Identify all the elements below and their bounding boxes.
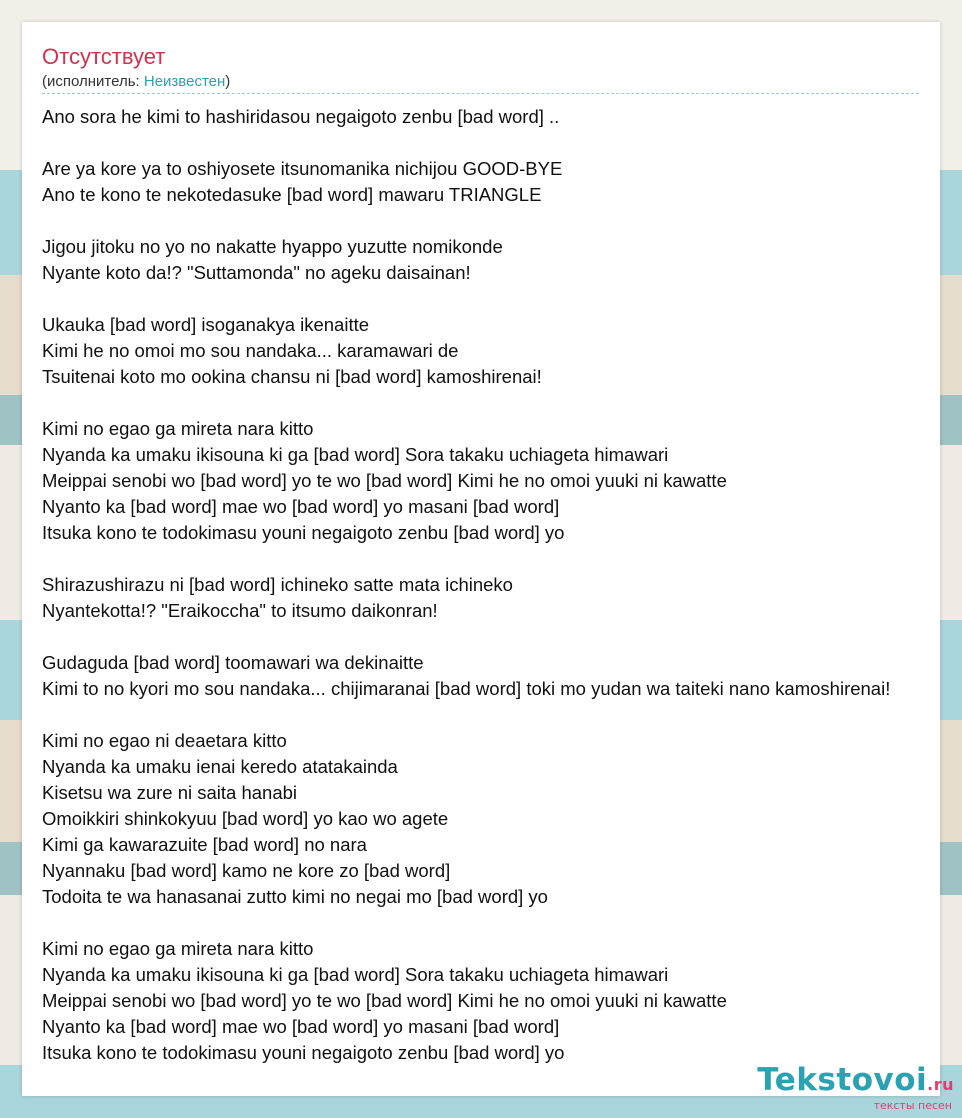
lyrics-line: Ukauka [bad word] isoganakya ikenaitte bbox=[42, 314, 370, 335]
lyrics-blank-line bbox=[42, 702, 960, 728]
lyrics-line: Kisetsu wa zure ni saita hanabi bbox=[42, 782, 298, 803]
song-title: Отсутствует bbox=[42, 44, 166, 69]
lyrics-blank-line bbox=[42, 208, 960, 234]
lyrics-line: Kimi no egao ni deaetara kitto bbox=[42, 730, 287, 751]
lyrics-blank-line bbox=[42, 130, 960, 156]
site-logo[interactable] bbox=[757, 1062, 954, 1112]
logo-tld: .ru bbox=[927, 1075, 954, 1094]
lyrics-blank-line bbox=[42, 286, 960, 312]
lyrics-line: Meippai senobi wo [bad word] yo te wo [bad word] Kimi he no omoi yuuki ni kawatte bbox=[42, 990, 727, 1011]
lyrics-line: Gudaguda [bad word] toomawari wa dekinaitte bbox=[42, 652, 424, 673]
artist-prefix: (исполнитель: bbox=[42, 73, 144, 90]
lyrics-line: Jigou jitoku no yo no nakatte hyappo yuzutte nomikonde bbox=[42, 236, 503, 257]
lyrics-blank-line bbox=[42, 390, 960, 416]
lyrics-text bbox=[42, 104, 960, 1066]
lyrics-line: Ano te kono te nekotedasuke [bad word] mawaru TRIANGLE bbox=[42, 184, 542, 205]
lyrics-line: Itsuka kono te todokimasu youni negaigoto zenbu [bad word] yo bbox=[42, 522, 565, 543]
lyrics-line: Nyanto ka [bad word] mae wo [bad word] yo masani [bad word] bbox=[42, 496, 560, 517]
lyrics-line: Shirazushirazu ni [bad word] ichineko satte mata ichineko bbox=[42, 574, 513, 595]
lyrics-line: Omoikkiri shinkokyuu [bad word] yo kao wo agete bbox=[42, 808, 449, 829]
title-divider bbox=[42, 93, 919, 94]
artist-link[interactable]: Неизвестен bbox=[143, 73, 226, 90]
lyrics-line: Itsuka kono te todokimasu youni negaigoto zenbu [bad word] yo bbox=[42, 1042, 565, 1063]
lyrics-line: Meippai senobi wo [bad word] yo te wo [bad word] Kimi he no omoi yuuki ni kawatte bbox=[42, 470, 727, 491]
lyrics-line: Nyannaku [bad word] kamo ne kore zo [bad word] bbox=[42, 860, 451, 881]
lyrics-blank-line bbox=[42, 624, 960, 650]
lyrics-line: Kimi no egao ga mireta nara kitto bbox=[42, 938, 314, 959]
artist-suffix: ) bbox=[225, 73, 231, 90]
lyrics-line: Nyanto ka [bad word] mae wo [bad word] yo masani [bad word] bbox=[42, 1016, 560, 1037]
lyrics-line: Kimi no egao ga mireta nara kitto bbox=[42, 418, 314, 439]
lyrics-blank-line bbox=[42, 546, 960, 572]
artist-line bbox=[42, 72, 230, 92]
logo-name: Tekstovoi bbox=[757, 1062, 928, 1098]
lyrics-line: Kimi he no omoi mo sou nandaka... karamawari de bbox=[42, 340, 459, 361]
lyrics-line: Kimi to no kyori mo sou nandaka... chijimaranai [bad word] toki mo yudan wa taiteki nano kamoshirenai! bbox=[42, 678, 891, 699]
lyrics-line: Nyante koto da!? "Suttamonda" no ageku daisainan! bbox=[42, 262, 471, 283]
lyrics-line: Ano sora he kimi to hashiridasou negaigoto zenbu [bad word] .. bbox=[42, 106, 560, 127]
lyrics-line: Nyantekotta!? "Eraikoccha" to itsumo daikonran! bbox=[42, 600, 438, 621]
logo-tagline: тексты песен bbox=[873, 1099, 952, 1112]
lyrics-line: Are ya kore ya to oshiyosete itsunomanika nichijou GOOD-BYE bbox=[42, 158, 563, 179]
lyrics-line: Nyanda ka umaku ikisouna ki ga [bad word] Sora takaku uchiageta himawari bbox=[42, 444, 669, 465]
lyrics-line: Kimi ga kawarazuite [bad word] no nara bbox=[42, 834, 367, 855]
lyrics-line: Tsuitenai koto mo ookina chansu ni [bad word] kamoshirenai! bbox=[42, 366, 542, 387]
lyrics-line: Nyanda ka umaku ienai keredo atatakainda bbox=[42, 756, 398, 777]
lyrics-card bbox=[22, 22, 940, 1096]
lyrics-line: Nyanda ka umaku ikisouna ki ga [bad word] Sora takaku uchiageta himawari bbox=[42, 964, 669, 985]
lyrics-blank-line bbox=[42, 910, 960, 936]
lyrics-line: Todoita te wa hanasanai zutto kimi no negai mo [bad word] yo bbox=[42, 886, 548, 907]
